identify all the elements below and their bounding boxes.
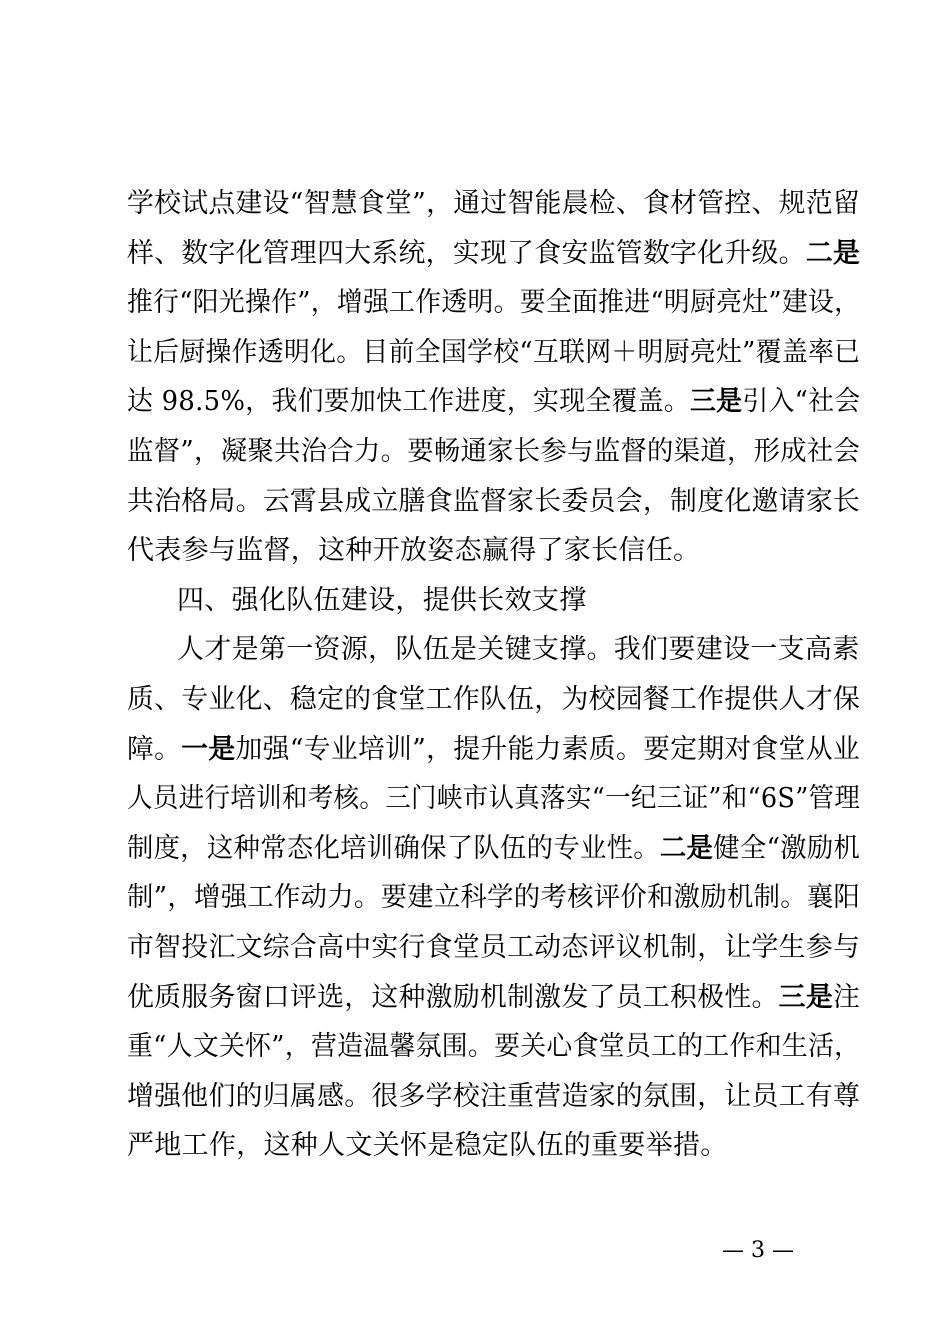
text-segment: 重“人文关怀”，营造温馨氛围。要关心食堂员工的工作和生活， xyxy=(127,1031,861,1063)
text-segment: 人才是第一资源，队伍是关键支撑。我们要建设一支高素 xyxy=(177,634,860,666)
text-segment: 制度，这种常态化培训确保了队伍的专业性。 xyxy=(127,832,660,864)
text-segment: 市智投汇文综合高中实行食堂员工动态评议机制，让学生参与 xyxy=(127,932,861,963)
text-line xyxy=(127,432,860,472)
text-line xyxy=(127,333,860,373)
text-segment: 健全“激励机 xyxy=(713,832,861,864)
text-line xyxy=(127,531,700,571)
text-line xyxy=(127,928,860,968)
text-line xyxy=(127,184,860,224)
bold-text-segment: 二是 xyxy=(805,237,861,269)
text-line xyxy=(127,1027,860,1067)
text-line xyxy=(127,482,860,522)
text-segment: 制”，增强工作动力。要建立科学的考核评价和激励机制。襄阳 xyxy=(127,882,861,914)
text-segment: 共治格局。云霄县成立膳食监督家长委员会，制度化邀请家长 xyxy=(127,485,861,517)
text-segment: 增强他们的归属感。很多学校注重营造家的氛围，让员工有尊 xyxy=(127,1080,861,1112)
text-segment: 障。 xyxy=(127,733,182,765)
text-line xyxy=(177,581,587,621)
bold-text-segment: 三是 xyxy=(778,981,833,1013)
text-segment: 达 98.5%，我们要加快工作进度，实现全覆盖。 xyxy=(127,386,691,418)
text-line xyxy=(177,630,860,670)
text-segment: 推行“阳光操作”，增强工作透明。要全面推进“明厨亮灶”建设， xyxy=(127,287,861,319)
text-line xyxy=(127,283,860,323)
text-segment: 引入“社会 xyxy=(742,386,861,418)
text-segment: 注 xyxy=(832,981,861,1013)
text-segment: 人员进行培训和考核。三门峡市认真落实“一纪三证”和“6S”管理 xyxy=(127,783,861,815)
text-line xyxy=(127,680,860,720)
text-segment: 优质服务窗口评选，这种激励机制激发了员工积极性。 xyxy=(127,981,779,1013)
text-line xyxy=(127,382,860,422)
text-segment: 监督”，凝聚共治合力。要畅通家长参与监督的渠道，形成社会 xyxy=(127,436,861,467)
text-segment: 严地工作，这种人文关怀是稳定队伍的重要举措。 xyxy=(127,1130,728,1162)
text-segment: 让后厨操作透明化。目前全国学校“互联网＋明厨亮灶”覆盖率已 xyxy=(127,336,861,368)
text-segment: 质、专业化、稳定的食堂工作队伍，为校园餐工作提供人才保 xyxy=(127,684,861,715)
bold-text-segment: 一是 xyxy=(181,733,236,765)
bold-text-segment: 三是 xyxy=(690,386,743,418)
text-line xyxy=(127,779,860,819)
text-line xyxy=(127,234,860,274)
text-segment: 样、数字化管理四大系统，实现了食安监管数字化升级。 xyxy=(127,237,806,269)
bold-text-segment: 二是 xyxy=(659,832,714,864)
text-line xyxy=(127,1077,860,1117)
text-segment: 学校试点建设“智慧食堂”，通过智能晨检、食材管控、规范留 xyxy=(127,188,860,219)
text-line xyxy=(127,1126,728,1166)
text-line xyxy=(127,829,860,869)
text-line xyxy=(127,730,860,770)
text-segment: 四、强化队伍建设，提供长效支撑 xyxy=(177,584,587,616)
text-line xyxy=(127,878,860,918)
text-line xyxy=(127,978,860,1018)
page-number: — 3 — xyxy=(722,1238,794,1263)
text-segment: 加强“专业培训”，提升能力素质。要定期对食堂从业 xyxy=(235,733,861,765)
text-segment: 代表参与监督，这种开放姿态赢得了家长信任。 xyxy=(127,535,701,567)
